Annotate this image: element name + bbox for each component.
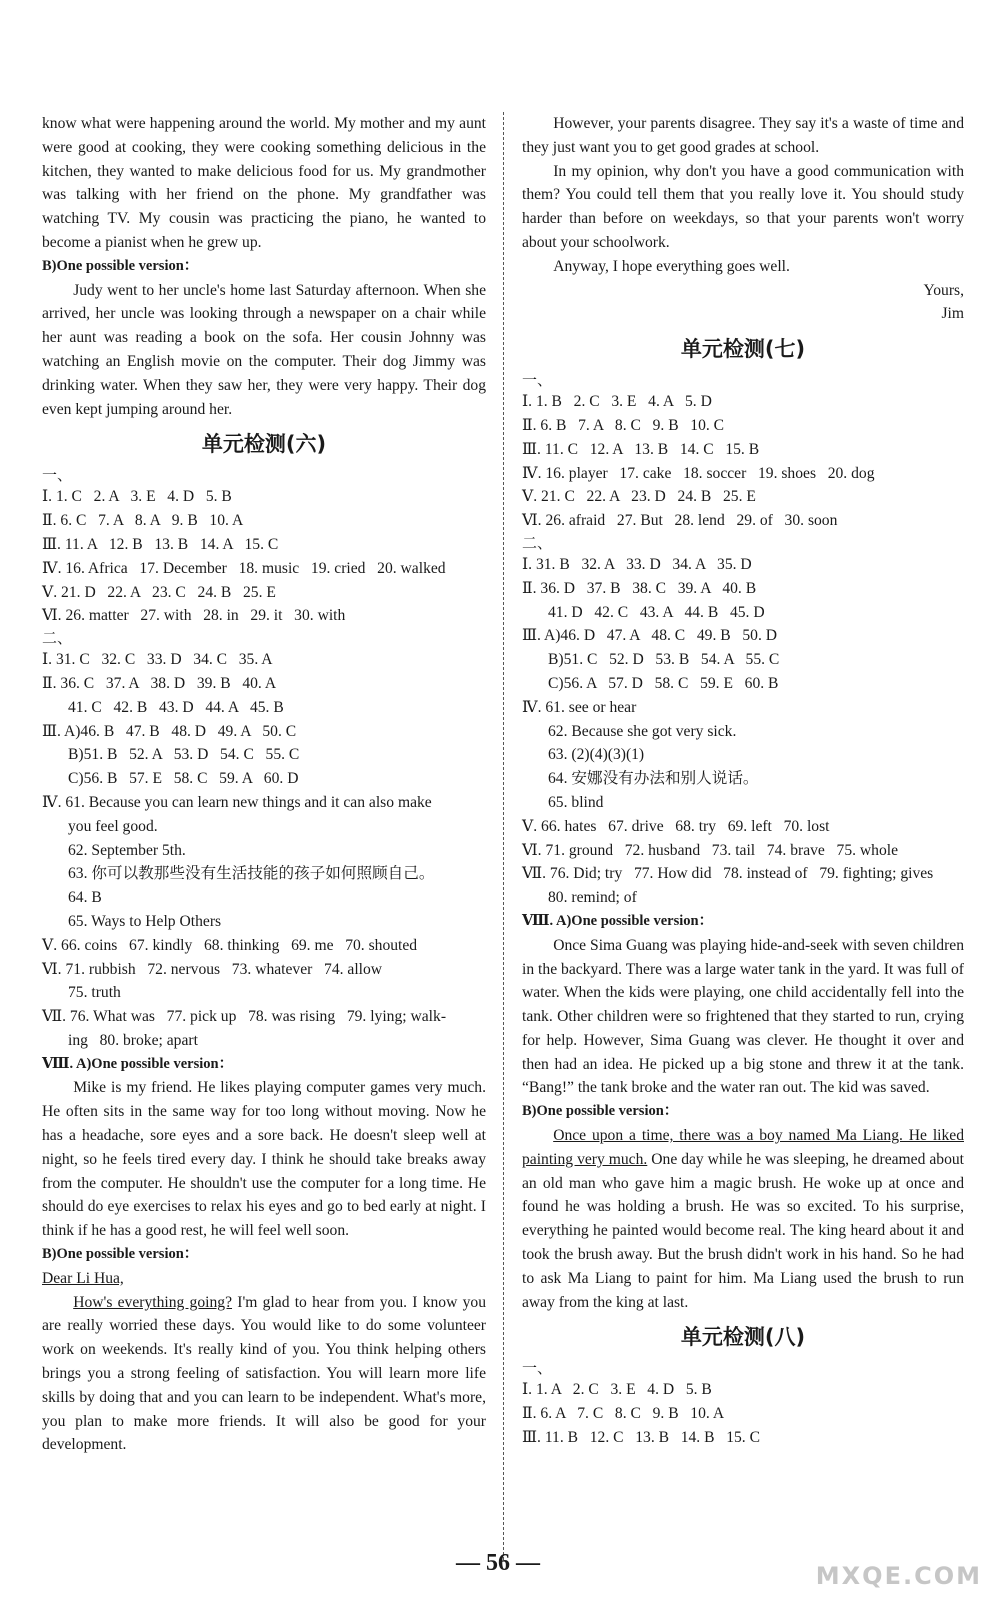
answer-row: 62. Because she got very sick. [548,722,737,740]
letter-greeting: Dear Li Hua, [42,1269,124,1287]
answer-row: Ⅳ. 16. player 17. cake 18. soccer 19. shoes 20. dog [522,464,875,482]
unit8-title: 单元检测(八) [680,1325,806,1350]
answer-row: Ⅰ. 31. B 32. A 33. D 34. A 35. D [522,555,752,573]
part-one-label: 一、 [42,466,73,485]
answer-row: Ⅴ. 21. D 22. A 23. C 24. B 25. E [42,583,276,601]
part-two-label: 二、 [42,629,73,648]
letter-opening: How's everything going? [73,1293,233,1311]
answer-row: Ⅴ. 66. hates 67. drive 68. try 69. left 70. lost [522,817,830,835]
answer-row: 80. remind; of [548,889,637,907]
answer-row: Ⅳ. 61. see or hear [522,698,637,716]
answer-row: ing 80. broke; apart [68,1031,198,1049]
answer-row: Ⅱ. 6. C 7. A 8. A 9. B 10. A [42,512,244,530]
answer-row: 62. September 5th. [68,841,186,859]
page-number: — 56 — [456,1550,540,1576]
answer-row: 65. Ways to Help Others [68,912,222,930]
answer-row: Ⅰ. 1. C 2. A 3. E 4. D 5. B [42,488,232,506]
unit7-title: 单元检测(七) [680,337,806,362]
letter-body-text: I'm glad to hear from you. I know you are really worried these days. You would like to do some volunteer work on weekends. It's really kind of you. You think helping others brings you a strong feeling of satisfaction. You will learn more life skills by doing that and you can learn to be independent. What's more, you plan to make more friends. It will also be good for your development. [42,1293,486,1454]
answer-row: C)56. B 57. E 58. C 59. A 60. D [68,770,299,788]
version-label: B)One possible version： [522,1103,679,1120]
answer-row: C)56. A 57. D 58. C 59. E 60. B [548,674,779,692]
answer-row: Ⅰ. 31. C 32. C 33. D 34. C 35. A [42,651,273,669]
column-divider [503,112,504,1560]
answer-row: 41. C 42. B 43. D 44. A 45. B [68,698,284,716]
answer-row: B)51. B 52. A 53. D 54. C 55. C [68,746,300,764]
answer-row: Ⅲ. A)46. B 47. B 48. D 49. A 50. C [42,722,297,740]
version-label: B)One possible version： [42,257,199,274]
letter-closing: Yours, [923,281,964,299]
answer-row: Ⅰ. 1. B 2. C 3. E 4. A 5. D [522,393,712,411]
answer-row: Ⅲ. A)46. D 47. A 48. C 49. B 50. D [522,627,778,645]
part-one-label: 一、 [522,1359,553,1378]
answer-row: 63. 你可以教那些没有生活技能的孩子如何照顾自己。 [68,865,435,883]
answer-row: 64. B [68,889,102,907]
answer-row: Ⅳ. 61. Because you can learn new things and it can also make [42,793,432,811]
answer-row: Ⅰ. 1. A 2. C 3. E 4. D 5. B [522,1381,712,1399]
version-label: B)One possible version： [42,1246,199,1263]
answer-row: B)51. C 52. D 53. B 54. A 55. C [548,651,780,669]
answer-row: Ⅵ. 71. rubbish 72. nervous 73. whatever 74. allow [42,960,383,978]
watermark: MXQE.COM [815,1562,982,1590]
part-one-label: 一、 [522,371,553,390]
letter-body [42,1291,486,1458]
answer-row: 65. blind [548,793,604,811]
answer-row: Ⅲ. 11. C 12. A 13. B 14. C 15. B [522,440,760,458]
answer-row: Ⅱ. 6. B 7. A 8. C 9. B 10. C [522,416,725,434]
mike-paragraph: Mike is my friend. He likes playing computer games very much. He often sits in the same way for too long without moving. Now he has a headache, sore eyes and a sore back. He doesn't sleep well at night, so he feels tired every day. I think he should take breaks away from the computer. He shouldn't use the computer for a long time. He should do eye exercises to relax his eyes and go to bed early at night. I think if he has a good rest, he will feel well soon. [42,1079,486,1240]
answer-row: 75. truth [68,984,121,1002]
answer-row: Ⅳ. 16. Africa 17. December 18. music 19. cried 20. walked [42,559,446,577]
part-two-label: 二、 [522,533,553,552]
writing-label: Ⅷ. A)One possible version： [42,1055,234,1072]
ma-liang-rest: One day while he was sleeping, he dreamed about an old man who gave him a magic brush. He woke up at once and found he was holding a brush. He was so excited. To his surprise, everything he painted would become real. The king heard about it and took the brush away. But the brush didn't work in his hand. So he had to ask Ma Liang to paint for him. Ma Liang used the brush to run away from the king at last. [522,1150,964,1311]
sima-guang-paragraph: Once Sima Guang was playing hide-and-seek with seven children in the backyard. There was a large water tank in the yard. It was full of water. When the kids were playing, one child accidentally fell into the tank. Other children were so frightened that they started to run, crying for help. However, Sima Guang was clever. He thought it over and then had an idea. He picked up a big stone and threw it at the tank. “Bang!” the tank broke and the water ran out. The kid was saved. [522,936,964,1097]
answer-row: Ⅶ. 76. What was 77. pick up 78. was rising 79. lying; walk- [42,1008,447,1026]
answer-row: Ⅴ. 66. coins 67. kindly 68. thinking 69. me 70. shouted [42,936,418,954]
answer-row: Ⅶ. 76. Did; try 77. How did 78. instead of 79. fighting; gives [522,865,934,883]
judy-paragraph: Judy went to her uncle's home last Saturday afternoon. When she arrived, her uncle was looking through a newspaper on a chair while her aunt was reading a book on the sofa. Her cousin Johnny was watching an English movie on the computer. Their dog Jimmy was drinking water. When they saw her, they were very happy. Their dog even kept jumping around her. [42,281,486,418]
answer-row: 63. (2)(4)(3)(1) [548,746,645,764]
ma-liang-paragraph [522,1124,964,1314]
answer-row: Ⅲ. 11. B 12. C 13. B 14. B 15. C [522,1429,760,1447]
answer-row: Ⅵ. 71. ground 72. husband 73. tail 74. brave 75. whole [522,841,899,859]
ma-liang-opening: Once upon a time, there was a boy named Ma Liang. He liked painting very much. [522,1127,964,1168]
left-column [42,112,486,1457]
answer-row: you feel good. [68,817,158,835]
letter-paragraph: Anyway, I hope everything goes well. [553,257,790,275]
answer-row: Ⅱ. 6. A 7. C 8. C 9. B 10. A [522,1405,725,1423]
intro-paragraph: know what were happening around the world. My mother and my aunt were good at cooking, they were cooking something delicious in the kitchen, they wanted to make delicious food for us. My grandmother was talking with her friend on the phone. My grandfather was watching TV. My cousin was practicing the piano, he wanted to become a pianist when he grew up. [42,115,486,251]
letter-signature: Jim [941,305,964,323]
right-column [522,112,964,1450]
writing-label: Ⅷ. A)One possible version： [522,912,714,929]
letter-paragraph: In my opinion, why don't you have a good communication with them? You could tell them that you really love it. You should study harder than before on weekdays, so that your parents won't worry about your schoolwork. [522,162,964,251]
answer-row: Ⅵ. 26. afraid 27. But 28. lend 29. of 30. soon [522,512,838,530]
answer-row: Ⅵ. 26. matter 27. with 28. in 29. it 30. with [42,607,346,625]
answer-row: 64. 安娜没有办法和别人说话。 [548,770,759,788]
unit6-title: 单元检测(六) [201,432,327,457]
answer-row: 41. D 42. C 43. A 44. B 45. D [548,603,765,621]
answer-row: Ⅲ. 11. A 12. B 13. B 14. A 15. C [42,535,279,553]
answer-row: Ⅴ. 21. C 22. A 23. D 24. B 25. E [522,488,756,506]
answer-row: Ⅱ. 36. D 37. B 38. C 39. A 40. B [522,579,757,597]
answer-row: Ⅱ. 36. C 37. A 38. D 39. B 40. A [42,674,277,692]
letter-paragraph: However, your parents disagree. They say it's a waste of time and they just want you to get good grades at school. [522,115,964,156]
